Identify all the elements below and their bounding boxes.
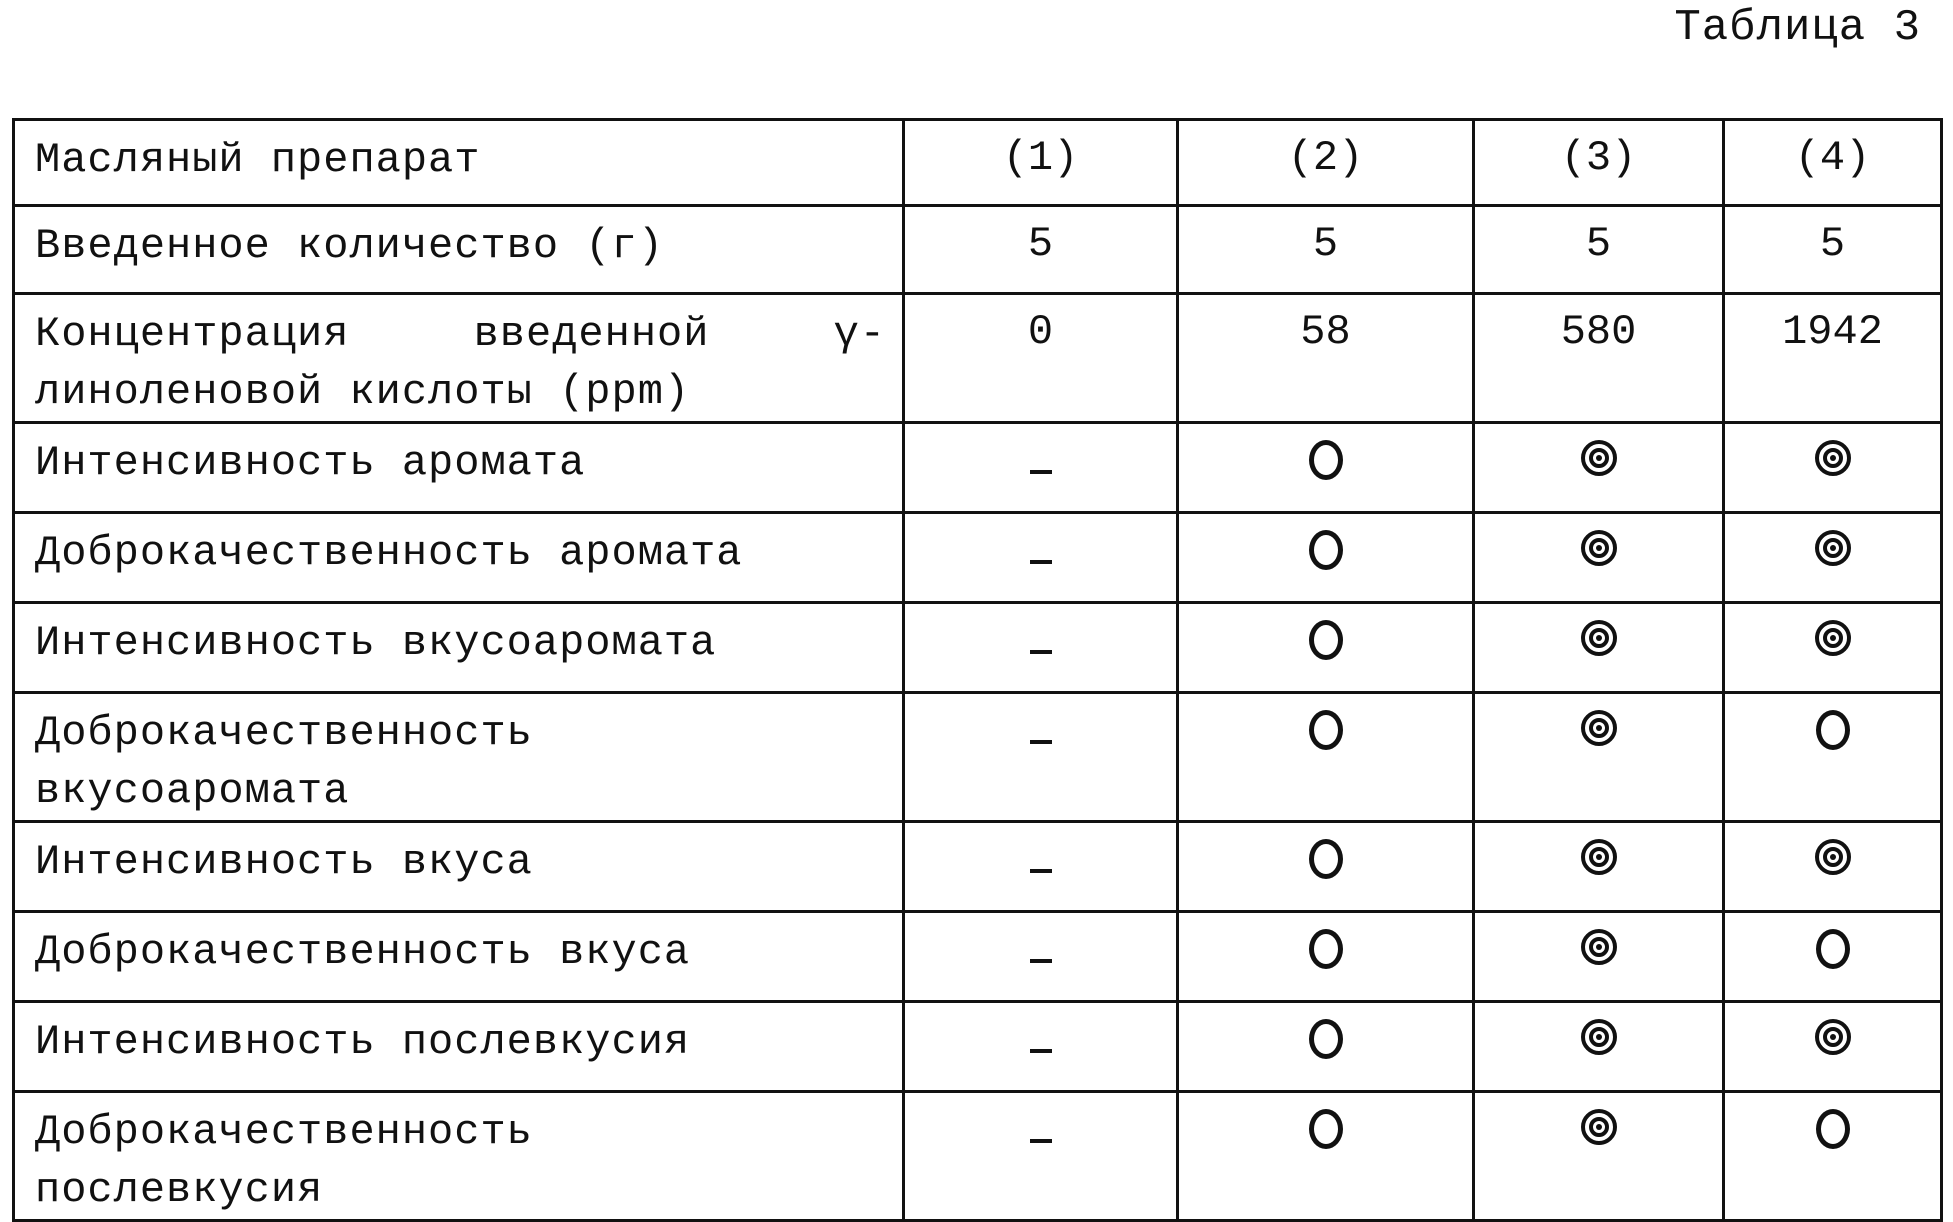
cell-mark	[1724, 822, 1942, 912]
circle-icon	[1309, 620, 1343, 660]
row-label	[14, 294, 904, 423]
row-label: Интенсивность аромата	[14, 423, 904, 513]
cell-mark	[1178, 423, 1474, 513]
double-circle-icon	[1815, 440, 1851, 476]
cell-mark	[1474, 1092, 1724, 1221]
row-label: Введенное количество (г)	[14, 206, 904, 294]
cell-mark	[904, 1092, 1178, 1221]
table-row	[14, 513, 1942, 603]
circle-icon	[1309, 1109, 1343, 1149]
double-circle-icon	[1581, 1109, 1617, 1145]
double-circle-icon	[1581, 620, 1617, 656]
row-label-line: послевкусия	[35, 1166, 324, 1214]
row-label-word: Концентрация	[35, 310, 350, 358]
cell-value: 5	[1474, 206, 1724, 294]
table-row	[14, 822, 1942, 912]
double-circle-icon	[1581, 440, 1617, 476]
table-row	[14, 1092, 1942, 1221]
cell-mark	[1178, 912, 1474, 1002]
dash-icon	[1030, 650, 1052, 654]
dash-icon	[1030, 1139, 1052, 1143]
row-label	[14, 1092, 904, 1221]
cell-mark	[904, 693, 1178, 822]
row-label-line	[35, 305, 886, 363]
circle-icon	[1309, 710, 1343, 750]
row-label-line: вкусоаромата	[35, 767, 350, 815]
double-circle-icon	[1581, 710, 1617, 746]
cell-mark	[904, 1002, 1178, 1092]
dash-icon	[1030, 560, 1052, 564]
row-label-line: Доброкачественность	[35, 1108, 533, 1156]
cell-mark	[1178, 1092, 1474, 1221]
double-circle-icon	[1581, 530, 1617, 566]
cell-value: 5	[1724, 206, 1942, 294]
cell-mark	[1474, 822, 1724, 912]
double-circle-icon	[1815, 1019, 1851, 1055]
row-label-word: γ-	[833, 310, 886, 358]
dash-icon	[1030, 1049, 1052, 1053]
circle-icon	[1309, 440, 1343, 480]
cell-mark	[1178, 1002, 1474, 1092]
cell-mark	[904, 603, 1178, 693]
column-header: (2)	[1178, 120, 1474, 206]
double-circle-icon	[1581, 1019, 1617, 1055]
cell-value: 5	[904, 206, 1178, 294]
cell-value: 0	[904, 294, 1178, 423]
dash-icon	[1030, 959, 1052, 963]
cell-mark	[1474, 693, 1724, 822]
cell-mark	[1178, 513, 1474, 603]
table-row	[14, 912, 1942, 1002]
row-label	[14, 693, 904, 822]
cell-mark	[1178, 822, 1474, 912]
cell-mark	[904, 513, 1178, 603]
row-label: Доброкачественность вкуса	[14, 912, 904, 1002]
circle-icon	[1309, 929, 1343, 969]
cell-mark	[1724, 603, 1942, 693]
cell-mark	[1724, 1002, 1942, 1092]
cell-mark	[1724, 693, 1942, 822]
row-label: Интенсивность послевкусия	[14, 1002, 904, 1092]
cell-mark	[904, 423, 1178, 513]
table-row	[14, 423, 1942, 513]
cell-mark	[1474, 513, 1724, 603]
row-label-line: Доброкачественность	[35, 709, 533, 757]
double-circle-icon	[1815, 530, 1851, 566]
double-circle-icon	[1815, 839, 1851, 875]
cell-value: 1942	[1724, 294, 1942, 423]
cell-mark	[904, 822, 1178, 912]
table-row	[14, 603, 1942, 693]
cell-mark	[904, 912, 1178, 1002]
circle-icon	[1309, 839, 1343, 879]
table-row	[14, 693, 1942, 822]
double-circle-icon	[1815, 620, 1851, 656]
circle-icon	[1309, 1019, 1343, 1059]
row-label-line: линоленовой кислоты (ppm)	[35, 368, 691, 416]
header-row	[14, 120, 1942, 206]
cell-value: 5	[1178, 206, 1474, 294]
cell-mark	[1474, 1002, 1724, 1092]
column-header: (1)	[904, 120, 1178, 206]
dash-icon	[1030, 740, 1052, 744]
circle-icon	[1816, 1109, 1850, 1149]
circle-icon	[1309, 530, 1343, 570]
circle-icon	[1816, 929, 1850, 969]
row-label: Интенсивность вкуса	[14, 822, 904, 912]
cell-mark	[1724, 1092, 1942, 1221]
cell-mark	[1474, 423, 1724, 513]
dash-icon	[1030, 470, 1052, 474]
table-row	[14, 294, 1942, 423]
cell-value: 58	[1178, 294, 1474, 423]
double-circle-icon	[1581, 839, 1617, 875]
row-label: Интенсивность вкусоаромата	[14, 603, 904, 693]
column-header: (3)	[1474, 120, 1724, 206]
results-table	[12, 118, 1943, 1222]
cell-mark	[1724, 513, 1942, 603]
cell-mark	[1474, 912, 1724, 1002]
table-row	[14, 1002, 1942, 1092]
column-header: (4)	[1724, 120, 1942, 206]
cell-mark	[1724, 423, 1942, 513]
row-label-word: введенной	[473, 310, 710, 358]
header-label: Масляный препарат	[14, 120, 904, 206]
dash-icon	[1030, 869, 1052, 873]
cell-mark	[1178, 603, 1474, 693]
table-caption: Таблица 3	[1674, 3, 1921, 53]
row-label: Доброкачественность аромата	[14, 513, 904, 603]
cell-mark	[1178, 693, 1474, 822]
cell-mark	[1474, 603, 1724, 693]
cell-mark	[1724, 912, 1942, 1002]
cell-value: 580	[1474, 294, 1724, 423]
circle-icon	[1816, 710, 1850, 750]
table-row	[14, 206, 1942, 294]
double-circle-icon	[1581, 929, 1617, 965]
